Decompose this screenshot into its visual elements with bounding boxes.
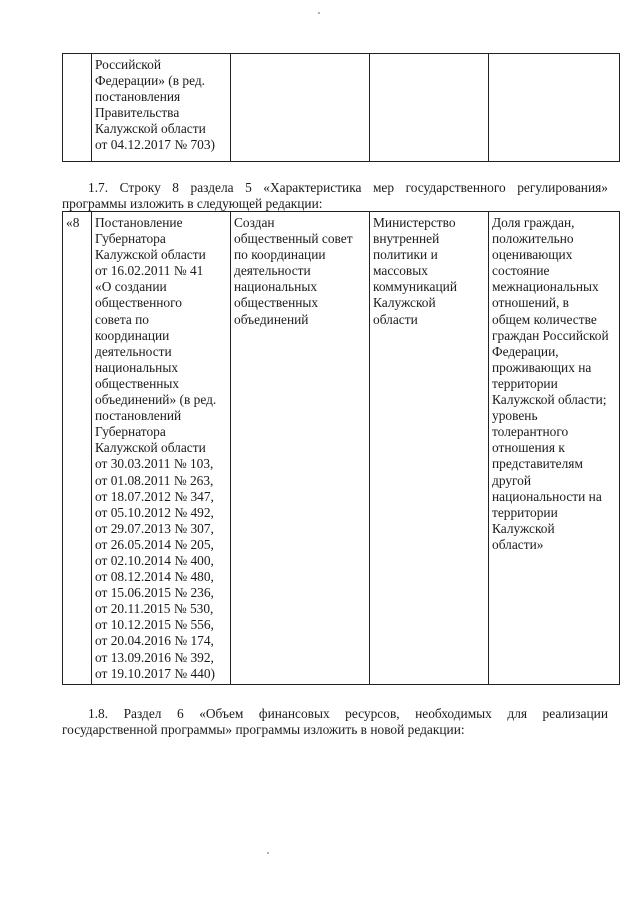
table-cell-responsible: Министерство внутренней политики и массовых коммуникаций Калужской области	[370, 212, 489, 685]
paragraph-line: 1.8. Раздел 6 «Объем финансовых ресурсов, необходимых для реализации	[88, 706, 608, 721]
table-cell-measure	[231, 54, 370, 162]
table-cell-indicator	[489, 54, 620, 162]
table-cell-measure: Создан общественный совет по координации деятельности национальных общественных объединений	[231, 212, 370, 685]
table-cell-document: Российской Федерации» (в ред. постановления Правительства Калужской области от 04.12.2017 № 703)	[92, 54, 231, 162]
paragraph-line: 1.7. Строку 8 раздела 5 «Характеристика мер государственного регулирования»	[88, 180, 608, 195]
table-cell-document: Постановление Губернатора Калужской области от 16.02.2011 № 41 «О создании общественного совета по координации деятельности национальных общественных объединений» (в ред. постановлений Губернатора Калужской области от 30.03.2011 № 103, от 01.08.2011 № 263, от 18.07.2012 № 347, от 05.10.2012 № 492, от 29.07.2013 № 307, от 26.05.2014 № 205, от 02.10.2014 № 400, от 08.12.2014 № 480, от 15.06.2015 № 236, от 20.11.2015 № 530, от 10.12.2015 № 556, от 20.04.2016 № 174, от 13.09.2016 № 392, от 19.10.2017 № 440)	[92, 212, 231, 685]
scan-speck	[318, 12, 320, 14]
paragraph-line: программы изложить в следующей редакции:	[62, 195, 323, 211]
continuation-table	[62, 53, 620, 162]
table-cell-indicator: Доля граждан, положительно оценивающих состояние межнациональных отношений, в общем количестве граждан Российской Федерации, проживающих на территории Калужской области; уровень толерантного отношения к представителям другой национальности на территории Калужской области»	[489, 212, 620, 685]
scan-speck	[267, 852, 269, 854]
paragraph-1-7	[62, 180, 608, 211]
table-cell-responsible	[370, 54, 489, 162]
table-cell-number	[63, 54, 92, 162]
row-8-table	[62, 211, 620, 685]
paragraph-1-8	[62, 706, 608, 737]
paragraph-line: государственной программы» программы изложить в новой редакции:	[62, 721, 465, 737]
table-cell-number: «8	[63, 212, 92, 685]
